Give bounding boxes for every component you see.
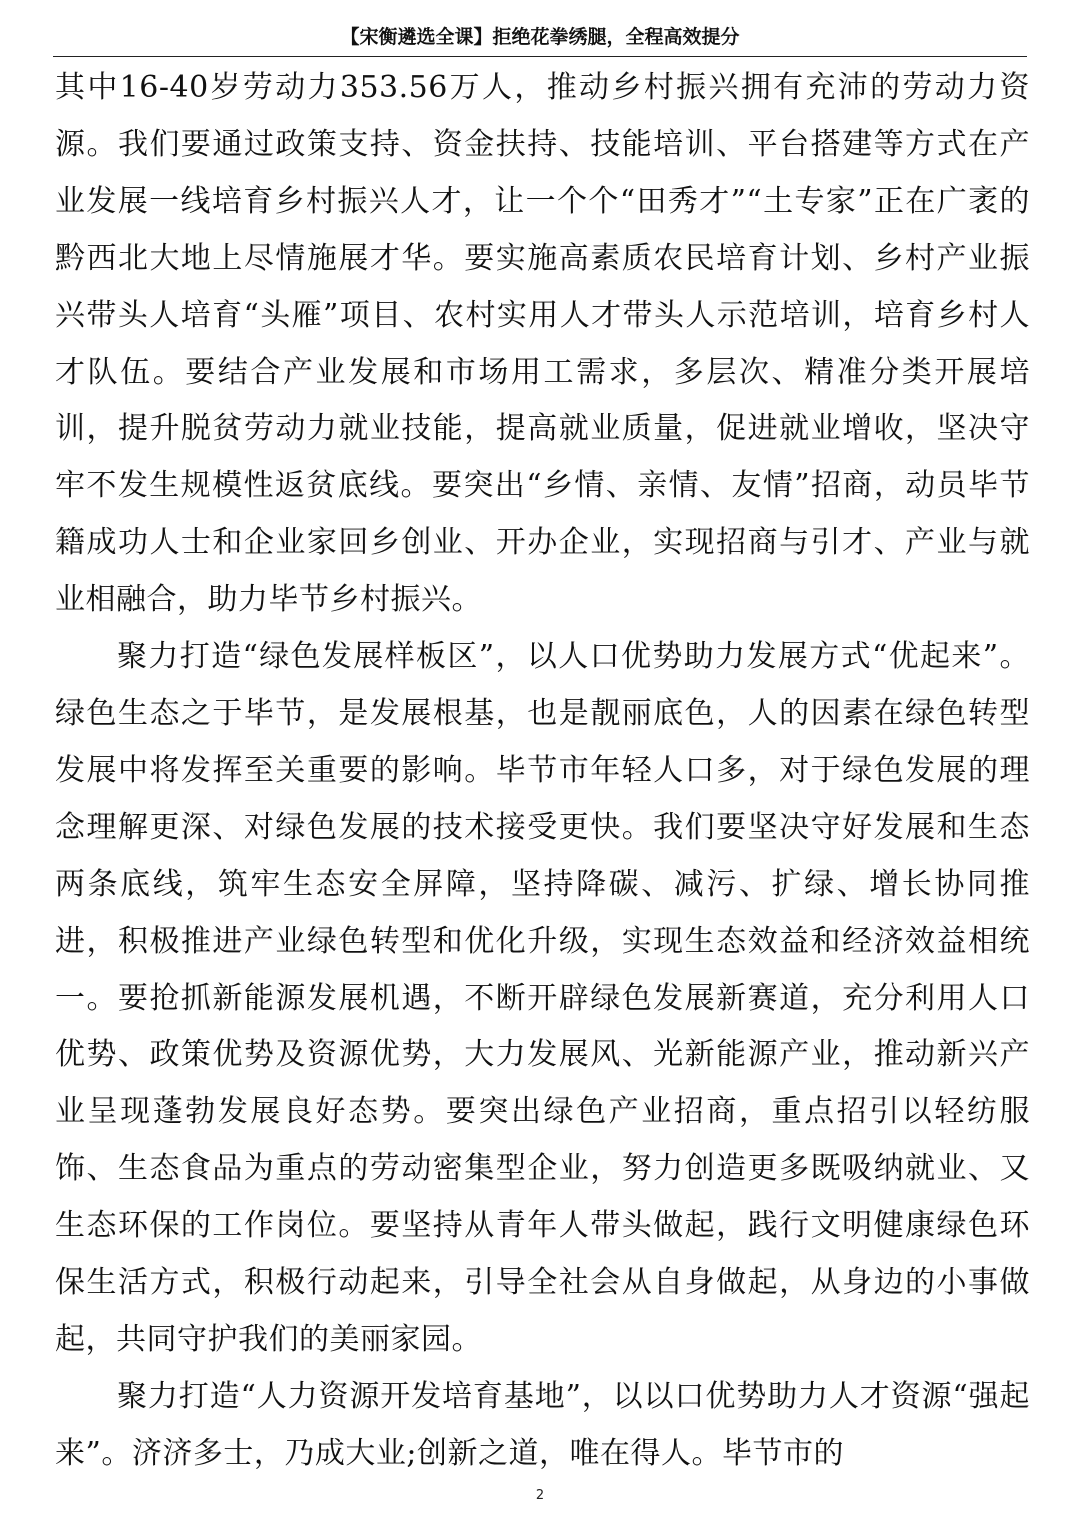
header-rule [53, 56, 1027, 57]
paragraph-green-development: 聚力打造“绿色发展样板区”，以人口优势助力发展方式“优起来”。绿色生态之于毕节，是发展根基，也是靓丽底色，人的因素在绿色转型发展中将发挥至关重要的影响。毕节市年轻人口多，对于绿色发展的理念理解更深、对绿色发展的技术接受更快。我们要坚决守好发展和生态两条底线，筑牢生态安全屏障，坚持降碳、减污、扩绿、增长协同推进，积极推进产业绿色转型和优化升级，实现生态效益和经济效益相统一。要抢抓新能源发展机遇，不断开辟绿色发展新赛道，充分利用人口优势、政策优势及资源优势，大力发展风、光新能源产业，推动新兴产业呈现蓬勃发展良好态势。要突出绿色产业招商，重点招引以轻纺服饰、生态食品为重点的劳动密集型企业，努力创造更多既吸纳就业、又生态环保的工作岗位。要坚持从青年人带头做起，践行文明健康绿色环保生活方式，积极行动起来，引导全社会从自身做起，从身边的小事做起，共同守护我们的美丽家园。 [55, 639, 1030, 1357]
document-body [55, 60, 1030, 1483]
page-header: 【宋衡遴选全课】拒绝花拳绣腿，全程高效提分 [340, 26, 740, 48]
paragraph-continued: 其中16-40岁劳动力353.56万人，推动乡村振兴拥有充沛的劳动力资源。我们要通过政策支持、资金扶持、技能培训、平台搭建等方式在产业发展一线培育乡村振兴人才，让一个个“田秀才”“土专家”正在广袤的黔西北大地上尽情施展才华。要实施高素质农民培育计划、乡村产业振兴带头人培育“头雁”项目、农村实用人才带头人示范培训，培育乡村人才队伍。要结合产业发展和市场用工需求，多层次、精准分类开展培训，提升脱贫劳动力就业技能，提高就业质量，促进就业增收，坚决守牢不发生规模性返贫底线。要突出“乡情、亲情、友情”招商，动员毕节籍成功人士和企业家回乡创业、开办企业，实现招商与引才、产业与就业相融合，助力毕节乡村振兴。 [55, 70, 1030, 618]
page-number: 2 [535, 1488, 545, 1503]
paragraph-human-resources: 聚力打造“人力资源开发培育基地”，以以口优势助力人才资源“强起来”。济济多士，乃成大业;创新之道，唯在得人。毕节市的 [55, 1378, 1030, 1471]
